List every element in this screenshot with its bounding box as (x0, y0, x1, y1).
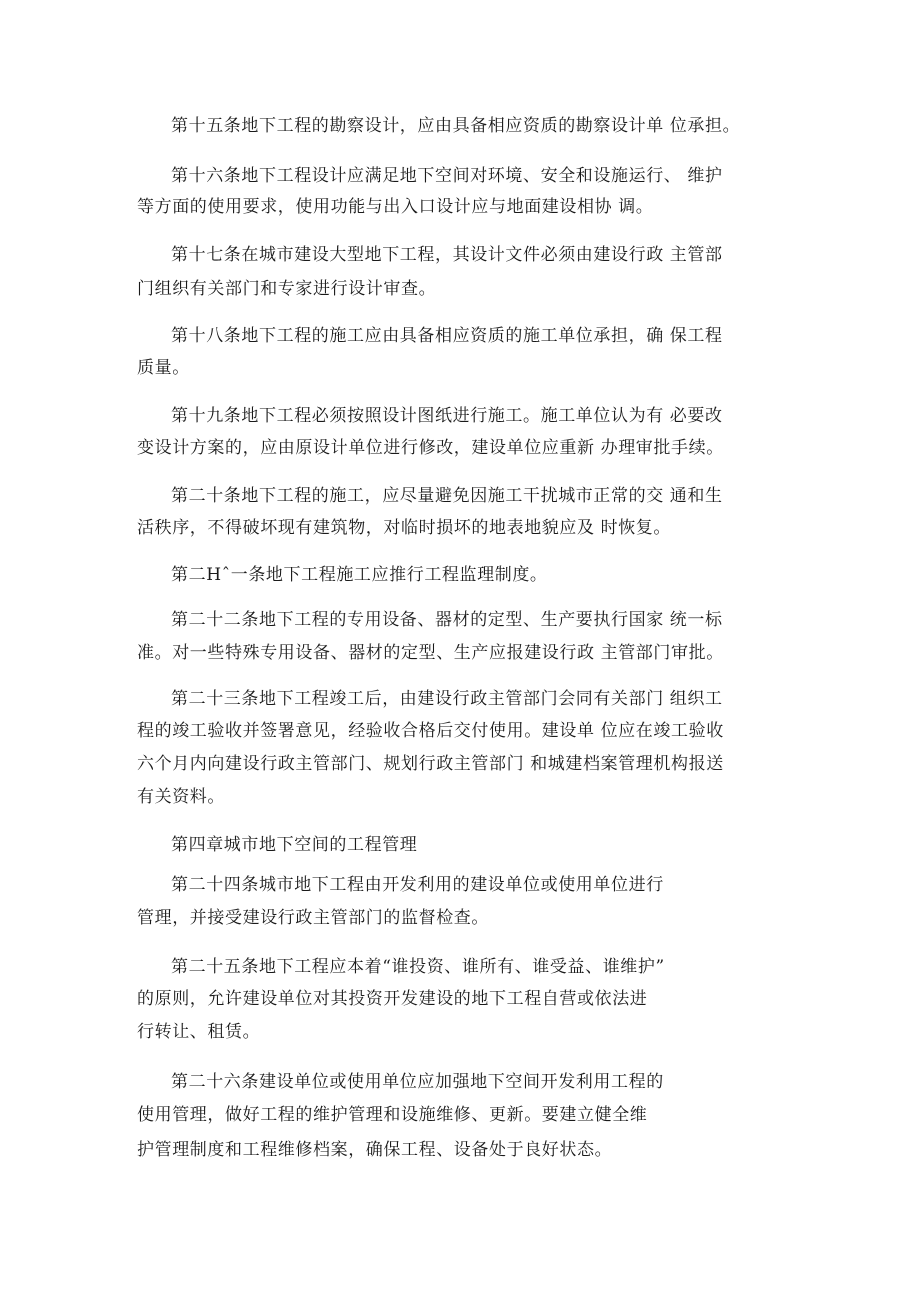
text-line: 的原则，允许建设单位对其投资开发建设的地下工程自营或依法进 (137, 989, 648, 1009)
text-line: 第二十五条地下工程应本着“谁投资、谁所有、谁受益、谁维护” (171, 957, 665, 977)
text-line: 使用管理，做好工程的维护管理和设施维修、更新。要建立健全维 (137, 1105, 648, 1125)
text-line: 第二十二条地下工程的专用设备、器材的定型、生产要执行国家 统一标 (171, 610, 723, 630)
text-line: 第十五条地下工程的勘察设计，应由具备相应资质的勘察设计单 位承担。 (171, 116, 741, 136)
text-line: 第十六条地下工程设计应满足地下空间对环境、安全和设施运行、 维护 (171, 166, 723, 186)
text-line: 变设计方案的，应由原设计单位进行修改，建设单位应重新 办理审批手续。 (137, 438, 724, 458)
text-line: 活秩序，不得破坏现有建筑物，对临时损坏的地表地貌应及 时恢复。 (137, 518, 672, 538)
text-line: 第十八条地下工程的施工应由具备相应资质的施工单位承担，确 保工程 (171, 326, 723, 346)
text-line: 第二Hˆ一条地下工程施工应推行工程监理制度。 (171, 565, 548, 585)
text-line: 第二十条地下工程的施工，应尽量避免因施工干扰城市正常的交 通和生 (171, 486, 723, 506)
text-line: 有关资料。 (137, 787, 225, 807)
text-line: 第二十六条建设单位或使用单位应加强地下空间开发利用工程的 (171, 1072, 664, 1092)
text-line: 准。对一些特殊专用设备、器材的定型、生产应报建设行政 主管部门审批。 (137, 643, 724, 663)
text-line: 行转让、租赁。 (137, 1022, 261, 1042)
text-line: 管理，并接受建设行政主管部门的监督检查。 (137, 908, 489, 928)
text-line: 等方面的使用要求，使用功能与出入口设计应与地面建设相协 调。 (137, 197, 654, 217)
text-line: 第二十四条城市地下工程由开发利用的建设单位或使用单位进行 (171, 875, 664, 895)
text-line: 护管理制度和工程维修档案，确保工程、设备处于良好状态。 (137, 1140, 613, 1160)
text-line: 六个月内向建设行政主管部门、规划行政主管部门 和城建档案管理机构报送 (137, 754, 724, 774)
text-line: 第十七条在城市建设大型地下工程，其设计文件必须由建设行政 主管部 (171, 245, 723, 265)
text-line: 质量。 (137, 358, 190, 378)
text-line: 门组织有关部门和专家进行设计审查。 (137, 279, 437, 299)
text-line: 第十九条地下工程必须按照设计图纸进行施工。施工单位认为有 必要改 (171, 406, 723, 426)
chapter-heading: 第四章城市地下空间的工程管理 (171, 835, 418, 855)
text-line: 第二十三条地下工程竣工后，由建设行政主管部门会同有关部门 组织工 (171, 689, 723, 709)
text-line: 程的竣工验收并签署意见，经验收合格后交付使用。建设单 位应在竣工验收 (137, 721, 724, 741)
